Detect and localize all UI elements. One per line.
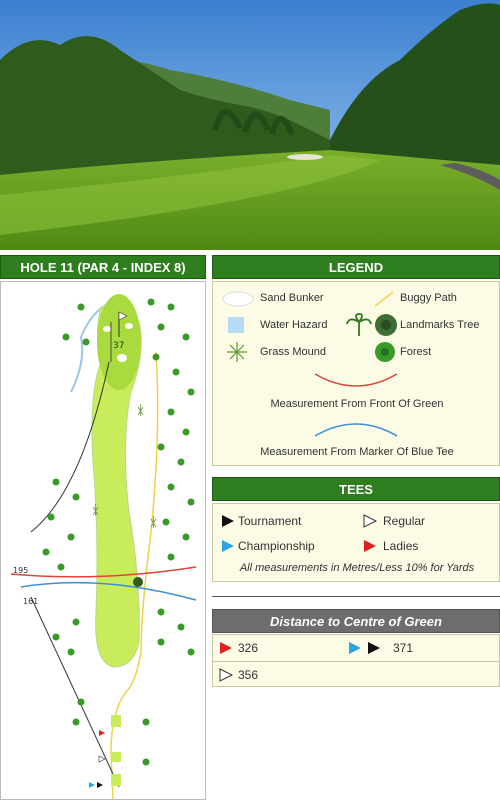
legend-buggy-path: Buggy Path xyxy=(400,292,457,304)
ladies-distance: 326 xyxy=(238,641,259,655)
tee-tournament: Tournament xyxy=(238,514,302,528)
distance-header: Distance to Centre of Green xyxy=(212,609,500,633)
championship-tournament-distance: 371 xyxy=(393,641,414,655)
legend-marker-blue-tee: Measurement From Marker Of Blue Tee xyxy=(260,446,454,458)
tournament-tee-icon xyxy=(221,514,235,528)
legend-water-hazard: Water Hazard xyxy=(260,319,328,331)
marker-distance-label: 161 xyxy=(23,597,39,606)
hole-title: HOLE 11 (PAR 4 - INDEX 8) xyxy=(0,255,206,279)
hole-map xyxy=(0,281,206,800)
grass-mound-icon xyxy=(225,340,249,364)
landmarks-tree-icon xyxy=(345,312,401,338)
ladies-tee-icon xyxy=(363,539,377,553)
tee-championship: Championship xyxy=(238,539,315,553)
tees-header: TEES xyxy=(212,477,500,501)
legend-header: LEGEND xyxy=(212,255,500,279)
legend-panel xyxy=(212,281,500,466)
front-of-green-arc-icon xyxy=(311,370,401,392)
regular-tee-icon xyxy=(219,668,233,682)
hole-photo xyxy=(0,0,500,250)
divider xyxy=(212,596,500,597)
ladies-tee-icon xyxy=(219,641,233,655)
championship-tee-icon xyxy=(348,641,362,655)
marker-blue-tee-arc-icon xyxy=(311,418,401,440)
regular-tee-icon xyxy=(363,514,377,528)
green-depth-label: 37 xyxy=(113,341,125,351)
hole-panel xyxy=(0,255,206,800)
regular-distance: 356 xyxy=(238,668,259,682)
tee-regular: Regular xyxy=(383,514,426,528)
championship-tee-icon xyxy=(221,539,235,553)
sand-bunker-icon xyxy=(221,290,255,308)
forest-icon xyxy=(373,340,397,364)
water-hazard-icon xyxy=(226,315,246,335)
distance-panel xyxy=(212,634,500,687)
legend-grass-mound: Grass Mound xyxy=(260,346,327,358)
legend-front-of-green: Measurement From Front Of Green xyxy=(270,398,444,410)
tee-ladies: Ladies xyxy=(383,539,419,553)
measurement-note: All measurements in Metres/Less 10% for Yards xyxy=(239,562,475,574)
distance-row xyxy=(213,635,500,661)
front-distance-label: 195 xyxy=(13,566,29,575)
legend-landmarks-tree: Landmarks Tree xyxy=(400,319,480,331)
tournament-tee-icon xyxy=(367,641,381,655)
buggy-path-icon xyxy=(371,288,397,310)
tees-panel xyxy=(212,503,500,582)
legend-forest: Forest xyxy=(400,346,432,358)
legend-sand-bunker: Sand Bunker xyxy=(260,292,324,304)
distance-row xyxy=(213,661,500,687)
